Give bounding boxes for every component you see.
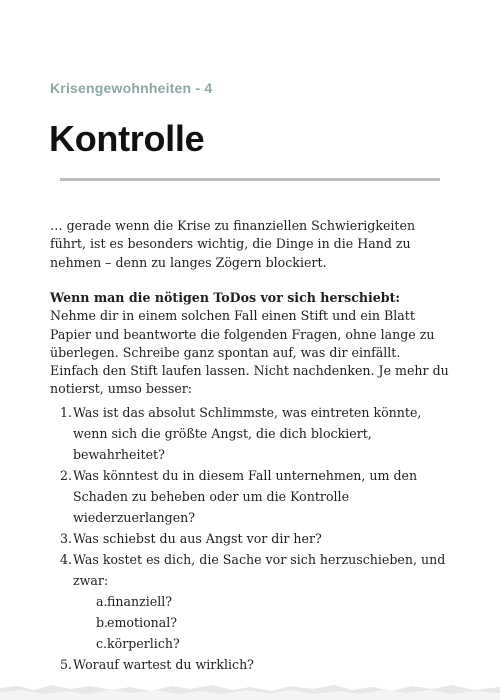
- sub-list-letter: c.: [96, 636, 108, 651]
- list-item: [60, 549, 452, 654]
- instructions-heading: Wenn man die nötigen ToDos vor sich herschiebt:: [50, 290, 401, 305]
- sub-list-letter: b.: [96, 615, 109, 630]
- list-text: Was schiebst du aus Angst vor dir her?: [73, 531, 322, 546]
- list-item: [60, 465, 452, 528]
- list-item: [60, 528, 452, 549]
- sub-list-text: emotional?: [107, 615, 178, 630]
- list-number: 4.: [60, 552, 73, 567]
- list-text: Was könntest du in diesem Fall unternehmen, um den Schaden zu beheben oder um die Kontrolle wiederzuerlangen?: [73, 468, 418, 525]
- list-text: Was kostet es dich, die Sache vor sich herzuschieben, und zwar:: [73, 552, 446, 588]
- title-divider: [60, 178, 440, 181]
- sub-list-item: [96, 591, 452, 612]
- torn-paper-edge: [0, 678, 500, 700]
- sub-list-item: [96, 612, 452, 633]
- list-item: [60, 654, 452, 675]
- list-text: Worauf wartest du wirklich?: [73, 657, 254, 672]
- sub-list-text: körperlich?: [107, 636, 180, 651]
- list-text: Was ist das absolut Schlimmste, was eintreten könnte, wenn sich die größte Angst, die dich blockiert, bewahrheitet?: [73, 405, 422, 462]
- series-label: Krisengewohnheiten - 4: [50, 80, 213, 96]
- sub-list-text: finanziell?: [107, 594, 173, 609]
- page-title: Kontrolle: [49, 118, 205, 159]
- instructions-text: Nehme dir in einem solchen Fall einen Stift und ein Blatt Papier und beantworte die folgenden Fragen, ohne lange zu überlegen. Schreibe ganz spontan auf, was dir einfällt. Einfach den Stift laufen lassen. Nicht nachdenken. Je mehr du notierst, umso besser:: [50, 308, 449, 397]
- sub-list-item: [96, 633, 452, 654]
- list-number: 3.: [60, 531, 73, 546]
- instructions-block: [50, 289, 452, 399]
- list-number: 1.: [60, 405, 73, 420]
- list-item: [60, 402, 452, 465]
- intro-paragraph: … gerade wenn die Krise zu finanziellen Schwierigkeiten führt, ist es besonders wichtig, die Dinge in die Hand zu nehmen – denn zu langes Zögern blockiert.: [50, 218, 416, 270]
- list-number: 5.: [60, 657, 73, 672]
- question-list: [60, 402, 452, 675]
- list-number: 2.: [60, 468, 73, 483]
- sub-list: [73, 591, 452, 654]
- sub-list-letter: a.: [96, 594, 108, 609]
